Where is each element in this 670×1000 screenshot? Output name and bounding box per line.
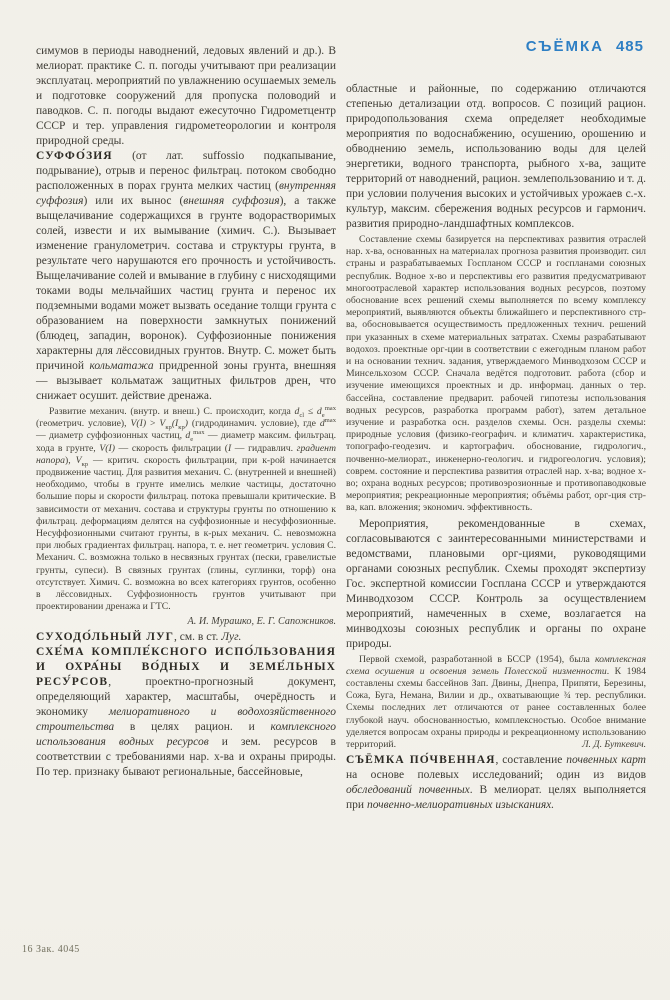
text-segment: Первой схемой, разработанной в БССР (1954), была	[359, 653, 595, 665]
text-segment: V	[75, 454, 82, 466]
text-segment: , см. в ст.	[174, 631, 222, 644]
text-segment: (геометрич. условие),	[36, 418, 131, 430]
italic-term: внутренняя суффозия	[36, 180, 336, 207]
text-segment: V(I)	[130, 418, 147, 430]
text-segment: кр	[81, 460, 89, 468]
text-segment: — диаметр максим. фильтрац. хода в грунте,	[36, 430, 336, 454]
text-segment: >	[146, 418, 160, 430]
italic-term: комплексного использования водных ресурсов	[36, 721, 336, 749]
italic-term: внешняя суффозия	[183, 195, 280, 207]
text-segment: кр	[165, 424, 172, 432]
text-segment: e	[190, 436, 194, 444]
text-segment: — диаметр суффозионных частиц,	[36, 430, 186, 442]
text-segment: и зем. ресурсов в соответствии с требованиями нар. х-ва и охраны природы. По тер. признаку бывают региональные, бассейновые,	[36, 736, 336, 779]
text-segment: Развитие механич. (внутр. и внеш.) С. происходит, когда	[49, 406, 295, 417]
text-segment: — гидравлич.	[231, 442, 297, 454]
text-segment: — скорость фильтрации (	[114, 442, 228, 454]
column-left	[36, 44, 336, 780]
text-segment: V	[159, 418, 166, 430]
text-segment: max	[324, 416, 336, 424]
text-segment: max	[193, 429, 205, 437]
entry-headword: СХЕ́МА КОМПЛЕ́КСНОГО ИСПО́ЛЬЗОВАНИЯ И ОХРА́НЫ ВО́ДНЫХ И ЗЕМЕ́ЛЬНЫХ РЕСУ́РСОВ	[36, 646, 336, 689]
italic-term: почвенных карт	[566, 754, 646, 767]
entry-suffoziya	[36, 149, 336, 404]
text-segment: cl	[299, 411, 305, 419]
italic-term: обследований почвенных	[346, 784, 470, 797]
paragraph-approval	[346, 517, 646, 652]
text-segment: max	[324, 404, 337, 412]
italic-term: кольматажа	[89, 360, 154, 372]
text-segment: d	[319, 418, 325, 430]
continuation-paragraph	[36, 44, 336, 149]
text-segment: симумов в периоды наводнений, ледовых явлений и др.). В мелиорат. практике С. п. погоды учитывают при реализации эксплуатац. мероприятий по увлажнению осушаемых земель и подготовке сооружений для пропуска половодий и паводков. С. п. погоды выдают ежесуточно Гидрометцентр СССР и тер. управления гидрометеорологии и контроля природной среды.	[36, 45, 336, 147]
text-segment: , составление	[495, 754, 567, 767]
text-segment: ), а также выщелачивание содержащихся в грунте водорастворимых солей, извести и их вымывание (химич. С.). Вызывает изменение гранулометрич. состава и структуры грунта, в результате чего нарушаются его прочность и устойчивость. Выщелачивание солей и вмывание в глубину с нисходящими токами воды мельчайших частиц грунта и перенос их подземными водами может вызвать оседание толщи грунта с образованием на поверхности замкнутых понижений (блюдец, западин, воронок). Суффозионные понижения характерны для лёссовидных грунтов. Внутр. С. может быть причиной	[36, 195, 336, 372]
text-segment: . В мелиорат. целях выполняется при	[346, 784, 646, 812]
text-segment: d	[185, 430, 191, 442]
text-segment: (гидродинамич. условие), где	[188, 418, 320, 430]
fine-print-history	[346, 654, 646, 752]
text-segment: в целях рацион. и	[114, 721, 271, 734]
text-segment: ) или их вынос (	[83, 195, 184, 207]
entry-headword: СУФФО́ЗИЯ	[36, 150, 113, 162]
continuation-paragraph	[346, 82, 646, 232]
author-name: Л. Д. Буткевич.	[582, 739, 646, 751]
text-segment: на основе полевых исследований; один из видов	[346, 769, 646, 782]
authors-signature	[36, 615, 336, 628]
author-name: А. И. Мурашко, Е. Г. Сапожников.	[187, 616, 336, 628]
text-segment: , проектно-прогнозный документ, определяющий характер, масштабы, очерёдность и экономику	[36, 676, 336, 719]
entry-sukhodolny-lug	[36, 630, 336, 645]
text-segment: (I	[171, 418, 179, 430]
italic-term: мелиоративного и водохозяйственного строительства	[36, 706, 336, 734]
fine-print-scheme-composition	[346, 234, 646, 515]
page-number: 485	[615, 38, 644, 55]
column-right	[346, 82, 646, 813]
running-head-title: СЪЁМКА	[525, 38, 604, 55]
text-segment: кр	[178, 424, 185, 432]
text-segment: придренной зоны грунта, внешняя — вызывает кольматаж защитных фильтров дрен, что снижает осушит. действие дренажа.	[36, 360, 336, 402]
text-segment: областные и районные, по содержанию отличаются степенью детализации отд. вопросов. С позиций рацион. природопользования схема определяет необходимые мероприятия по водоснабжению, осушению, орошению и обводнению земель, использованию воды для целей энергетики, водного транспорта, рыбного х-ва, защите территорий от наводнений, рацион. землепользованию и т. д. при условии получения высоких и устойчивых урожаев с.-х. культур, максим. сбережения водных ресурсов и гармонич. развития природно-ландшафтных комплексов.	[346, 83, 646, 230]
text-segment: Мероприятия, рекомендованные в схемах, согласовываются с заинтересованными министерствами и ведомствами, плановыми орг-циями, руководящими органами союзных республик. Схемы проходят экспертизу Гос. экспертной комиссии Госплана СССР и утверждаются Минводхозом СССР. Контроль за осуществлением мероприятий, намеченных в схеме, возлагается на минводхозы союзных республик и органы по охране природы.	[346, 517, 646, 650]
running-head	[526, 38, 644, 55]
text-segment: I	[227, 442, 232, 454]
text-segment: ),	[65, 454, 76, 466]
text-segment: Составление схемы базируется на перспективах развития отраслей нар. х-ва, основанных на материалах прогноза развития производит. сил страны и разрабатываемых Госпланом СССР и госпланами союзных республик. Водное х-во и перспективы его развития предусматривают многоотраслевой характер использования водных ресурсов, поэтому обоснование всех решений схемы выполняется по всему комплексу мероприятий, выявляются объекты ближайшего и перспективного стр-ва, обосновывается осуществимость предложенных технич. решений при указанных в схеме материальных затратах. Схемы разрабатывают водохоз. проектные орг-ции в соответствии с ежегодным планом работ и на основании технич. задания, утверждаемого Минводхозом СССР и Минсельхозом СССР. Сначала ведётся подготовит. работа (сбор и изучение имеющихся проектных и др. информац. данных о тер. бассейна, составление предварит. рабочей гипотезы использования водных ресурсов, разработка программ работ), затем детальное изучение и разработка осн. разделов схемы. Осн. разделы схемы: природные условия (физико-географич. и климатич. характеристика, топографо-геодезич. и картографич. обоснование, гидрологич., почвенно-мелиорат., инженерно-геологич. и гидрогеологич. условия); соврем. состояние и перспектива развития отраслей нар. х-ва; водное х-во; охрана водных ресурсов; противоэрозионные и противопаводковые мероприятия; рекреационные мероприятия; объёмы работ, орг-ция стр-ва, кап. вложения; экономич. эффективность.	[346, 234, 646, 514]
text-segment: (от лат. suffossio подкапывание, подрывание), отрыв и перенос фильтрац. потоком свободно расположенных в порах грунта мелких частиц (	[36, 150, 336, 192]
text-segment: d	[294, 406, 300, 417]
text-segment: d	[316, 406, 322, 417]
italic-term: комплексная схема осушения и освоения земель Полесской низменности	[346, 653, 646, 677]
italic-term: Луг.	[221, 631, 242, 644]
text-segment: )	[184, 418, 188, 430]
italic-term: градиент напора	[36, 442, 336, 466]
text-segment: — критич. скорость фильтрации, при к-рой начинается продвижение частиц. Для развития механич. С. (внутренней и внешней) необходимо, чтобы в грунте имелись мелкие частицы, достаточно большие поры и скорости фильтрац. потока превышали критические. В зависимости от механич. состава и структуры грунты по отношению к фильтрац. деформациям делятся на суффозионные и несуффозионные. Несуффозионными считают грунты, в к-рых механич. С. невозможна при любых градиентах фильтрац. напора, т. е. нет геометрич. условия С. Механич. С. возможна только в несвязных грунтах (пески, гравелистые грунты, супеси). В связных грунтах (глины, суглинки, торф) она отсутствует. Химич. С. возможна во всех категориях грунтов, особенно в лёссовидных. Суффозионность грунтов учитывают при проектировании дренажа и ГТС.	[36, 454, 336, 613]
text-segment: e	[321, 411, 325, 419]
entry-syomka-pochvennaya	[346, 753, 646, 813]
text-segment: ≤	[304, 406, 317, 417]
text-segment: V(I)	[99, 442, 115, 454]
text-segment: . К 1984 составлены схемы бассейнов Зап. Двины, Днепра, Припяти, Березины, Сожа, Буга, Немана, Вилии и др., охватывающие ¾ тер. республики. Схемы последних лет отличаются от ранее составленных более глубокой науч. обоснованностью, комплексностью. Особое внимание уделяется вопросам охраны природы и рекреационному использованию территорий.	[346, 665, 646, 751]
entry-headword: СЪЁМКА ПО́ЧВЕННАЯ	[346, 754, 496, 767]
footer-imprint: 16 Зак. 4045	[22, 944, 80, 955]
italic-term: почвенно-мелиоративных изысканиях.	[366, 799, 555, 812]
fine-print-mechanics	[36, 406, 336, 613]
entry-skhema-kompleksnogo	[36, 645, 336, 780]
entry-headword: СУХОДО́ЛЬНЫЙ ЛУГ	[36, 631, 175, 644]
